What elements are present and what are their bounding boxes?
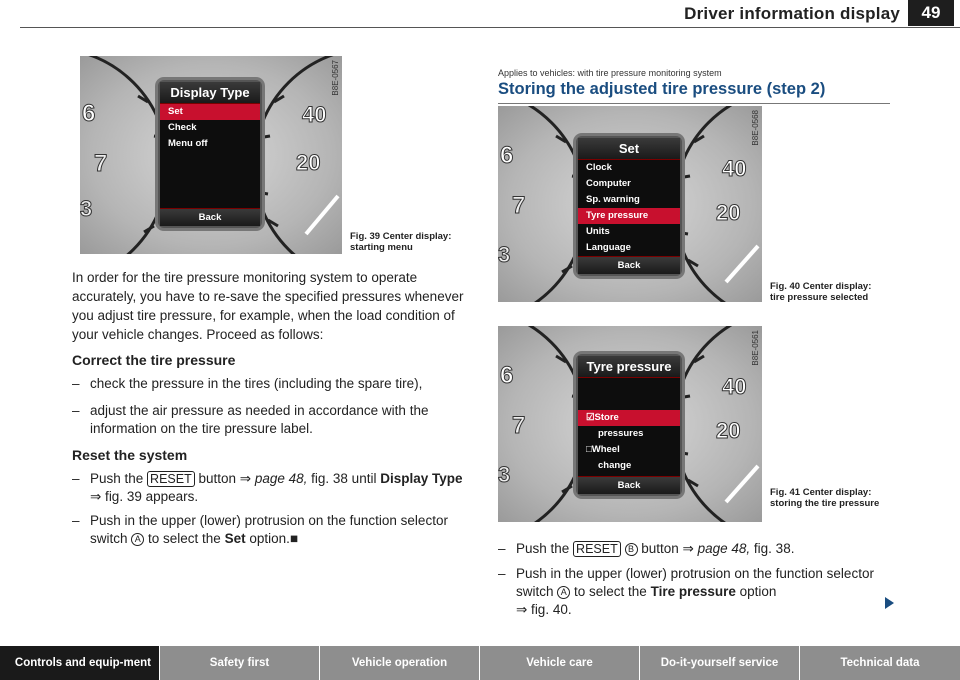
bold-term: Set — [224, 531, 246, 546]
screen-title: Tyre pressure — [578, 356, 680, 378]
screen-back: Back — [578, 476, 680, 494]
intro-paragraph: In order for the tire pressure monitoring system to operate accurately, you have to re-save the specified pressures whenever you adjust tire pressure, for example, when the load condition of your vehicle changes. Proceed as follows: — [72, 270, 464, 342]
step-text: adjust the air pressure as needed in accordance with the information on the tire pressure label. — [90, 403, 429, 436]
text-run: to select the — [570, 584, 651, 599]
menu-item: Computer — [586, 178, 631, 189]
gauge-number: 7 — [512, 192, 526, 219]
footer-tab-safety[interactable]: Safety first — [160, 646, 320, 680]
text-run: to select the — [144, 531, 225, 546]
text-run: Push the — [516, 541, 574, 556]
figure-39-caption — [350, 231, 465, 253]
page-reference: page 48, — [697, 541, 751, 556]
screen-back: Back — [578, 256, 680, 274]
text-run: Push in the upper (lower) protrusion on the function selector switch — [516, 566, 874, 599]
dash-marker: – — [498, 566, 506, 581]
gauge-number: 3 — [80, 196, 93, 221]
dash-marker: – — [72, 471, 80, 486]
caption-number: Fig. 40 — [770, 281, 801, 292]
bold-term: Display Type — [380, 471, 463, 486]
figure-code: B8E-0568 — [751, 110, 760, 146]
heading-rule — [498, 103, 890, 104]
footer-tab-technical-data[interactable]: Technical data — [800, 646, 960, 680]
screen-title: Set — [578, 138, 680, 160]
step-text — [516, 565, 876, 619]
reset-step-2 — [72, 512, 472, 552]
right-step-1 — [498, 540, 898, 560]
page-reference: page 48, — [254, 471, 308, 486]
dash-marker: – — [72, 403, 80, 418]
gauge-number: 7 — [94, 150, 108, 177]
screen-back: Back — [160, 208, 260, 226]
screen-title: Display Type — [160, 82, 260, 104]
page-number: 49 — [908, 0, 954, 26]
gauge-number: 6 — [500, 362, 514, 389]
gauge-number: 20 — [296, 150, 321, 175]
menu-item: Clock — [586, 162, 612, 173]
gauge-number: 6 — [82, 100, 96, 127]
dash-marker: – — [72, 513, 80, 528]
text-run: fig. 38 until — [307, 471, 381, 486]
text-run: option. — [245, 531, 290, 546]
reset-key-label: RESET — [573, 541, 621, 557]
footer-nav — [0, 646, 960, 680]
step-text — [90, 470, 472, 506]
section-title: Driver information display — [684, 4, 900, 23]
footer-tab-vehicle-care[interactable]: Vehicle care — [480, 646, 640, 680]
gauge-number: 7 — [512, 412, 526, 439]
text-run: option — [735, 584, 777, 599]
footer-tab-diy-service[interactable]: Do-it-yourself service — [640, 646, 800, 680]
figure-41-caption — [770, 487, 885, 509]
dash-marker: – — [498, 541, 506, 556]
header-divider — [20, 27, 960, 28]
correct-step-1 — [72, 375, 472, 395]
gauge-number: 6 — [500, 142, 514, 169]
center-display-screen — [576, 136, 682, 276]
gauge-number: 40 — [302, 102, 327, 127]
step-text: check the pressure in the tires (including the spare tire), — [90, 376, 423, 391]
text-run: Push in the upper (lower) protrusion on the function selector switch — [90, 513, 448, 546]
menu-item-selected: Set — [160, 104, 260, 120]
text-run: button ⇒ — [194, 471, 255, 486]
right-step-2 — [498, 565, 898, 625]
menu-item: □Wheel — [586, 444, 620, 455]
gauge-number: 3 — [498, 462, 511, 487]
gauge-number: 40 — [722, 374, 747, 399]
end-mark: ■ — [289, 531, 299, 546]
reset-key-label: RESET — [147, 471, 195, 487]
gauge-number: 40 — [722, 156, 747, 181]
caption-number: Fig. 41 — [770, 487, 801, 498]
center-display-screen — [576, 354, 682, 496]
menu-item: pressures — [598, 428, 644, 439]
footer-tab-controls[interactable]: Controls and equip-ment — [0, 646, 160, 680]
dash-marker: – — [72, 376, 80, 391]
menu-item: Units — [586, 226, 610, 237]
step-text — [90, 512, 472, 548]
caption-number: Fig. 39 — [350, 231, 381, 242]
caption-text: Center display: tire pressure selected — [770, 281, 872, 303]
footer-tab-vehicle-operation[interactable]: Vehicle operation — [320, 646, 480, 680]
switch-a-label: A — [557, 586, 570, 599]
correct-heading: Correct the tire pressure — [72, 352, 236, 368]
correct-step-2 — [72, 402, 472, 442]
text-run: button ⇒ — [637, 541, 698, 556]
figure-39-image — [80, 56, 342, 254]
text-run: fig. 38. — [750, 541, 795, 556]
gauge-number: 20 — [716, 200, 741, 225]
menu-item: Sp. warning — [586, 194, 640, 205]
gauge-number: 3 — [498, 242, 511, 267]
button-b-label: B — [625, 543, 638, 556]
menu-item: Menu off — [168, 138, 208, 149]
figure-40-caption — [770, 281, 885, 303]
main-heading: Storing the adjusted tire pressure (step 2) — [498, 80, 826, 98]
figure-40-image — [498, 106, 762, 302]
menu-item: Check — [168, 122, 197, 133]
switch-a-label: A — [131, 533, 144, 546]
gauge-number: 20 — [716, 418, 741, 443]
reset-heading: Reset the system — [72, 447, 188, 463]
menu-item: change — [598, 460, 632, 471]
menu-item: Language — [586, 242, 631, 253]
figure-code: B8E-0561 — [751, 330, 760, 366]
caption-text: Center display: storing the tire pressure — [770, 487, 880, 509]
center-display-screen — [158, 80, 262, 228]
text-run: ⇒ fig. 40. — [516, 602, 572, 617]
menu-item-selected: ☑Store — [578, 410, 680, 426]
figure-code: B8E-0567 — [331, 60, 340, 96]
step-text — [516, 540, 898, 558]
text-run: ⇒ fig. 39 appears. — [90, 489, 199, 504]
figure-41-image — [498, 326, 762, 522]
text-run: Push the — [90, 471, 148, 486]
reset-step-1 — [72, 470, 472, 510]
bold-term: Tire pressure — [650, 584, 736, 599]
applies-note: Applies to vehicles: with tire pressure monitoring system — [498, 68, 722, 78]
continue-arrow-icon — [885, 597, 894, 609]
caption-text: Center display: starting menu — [350, 231, 452, 253]
menu-item-selected: Tyre pressure — [578, 208, 680, 224]
